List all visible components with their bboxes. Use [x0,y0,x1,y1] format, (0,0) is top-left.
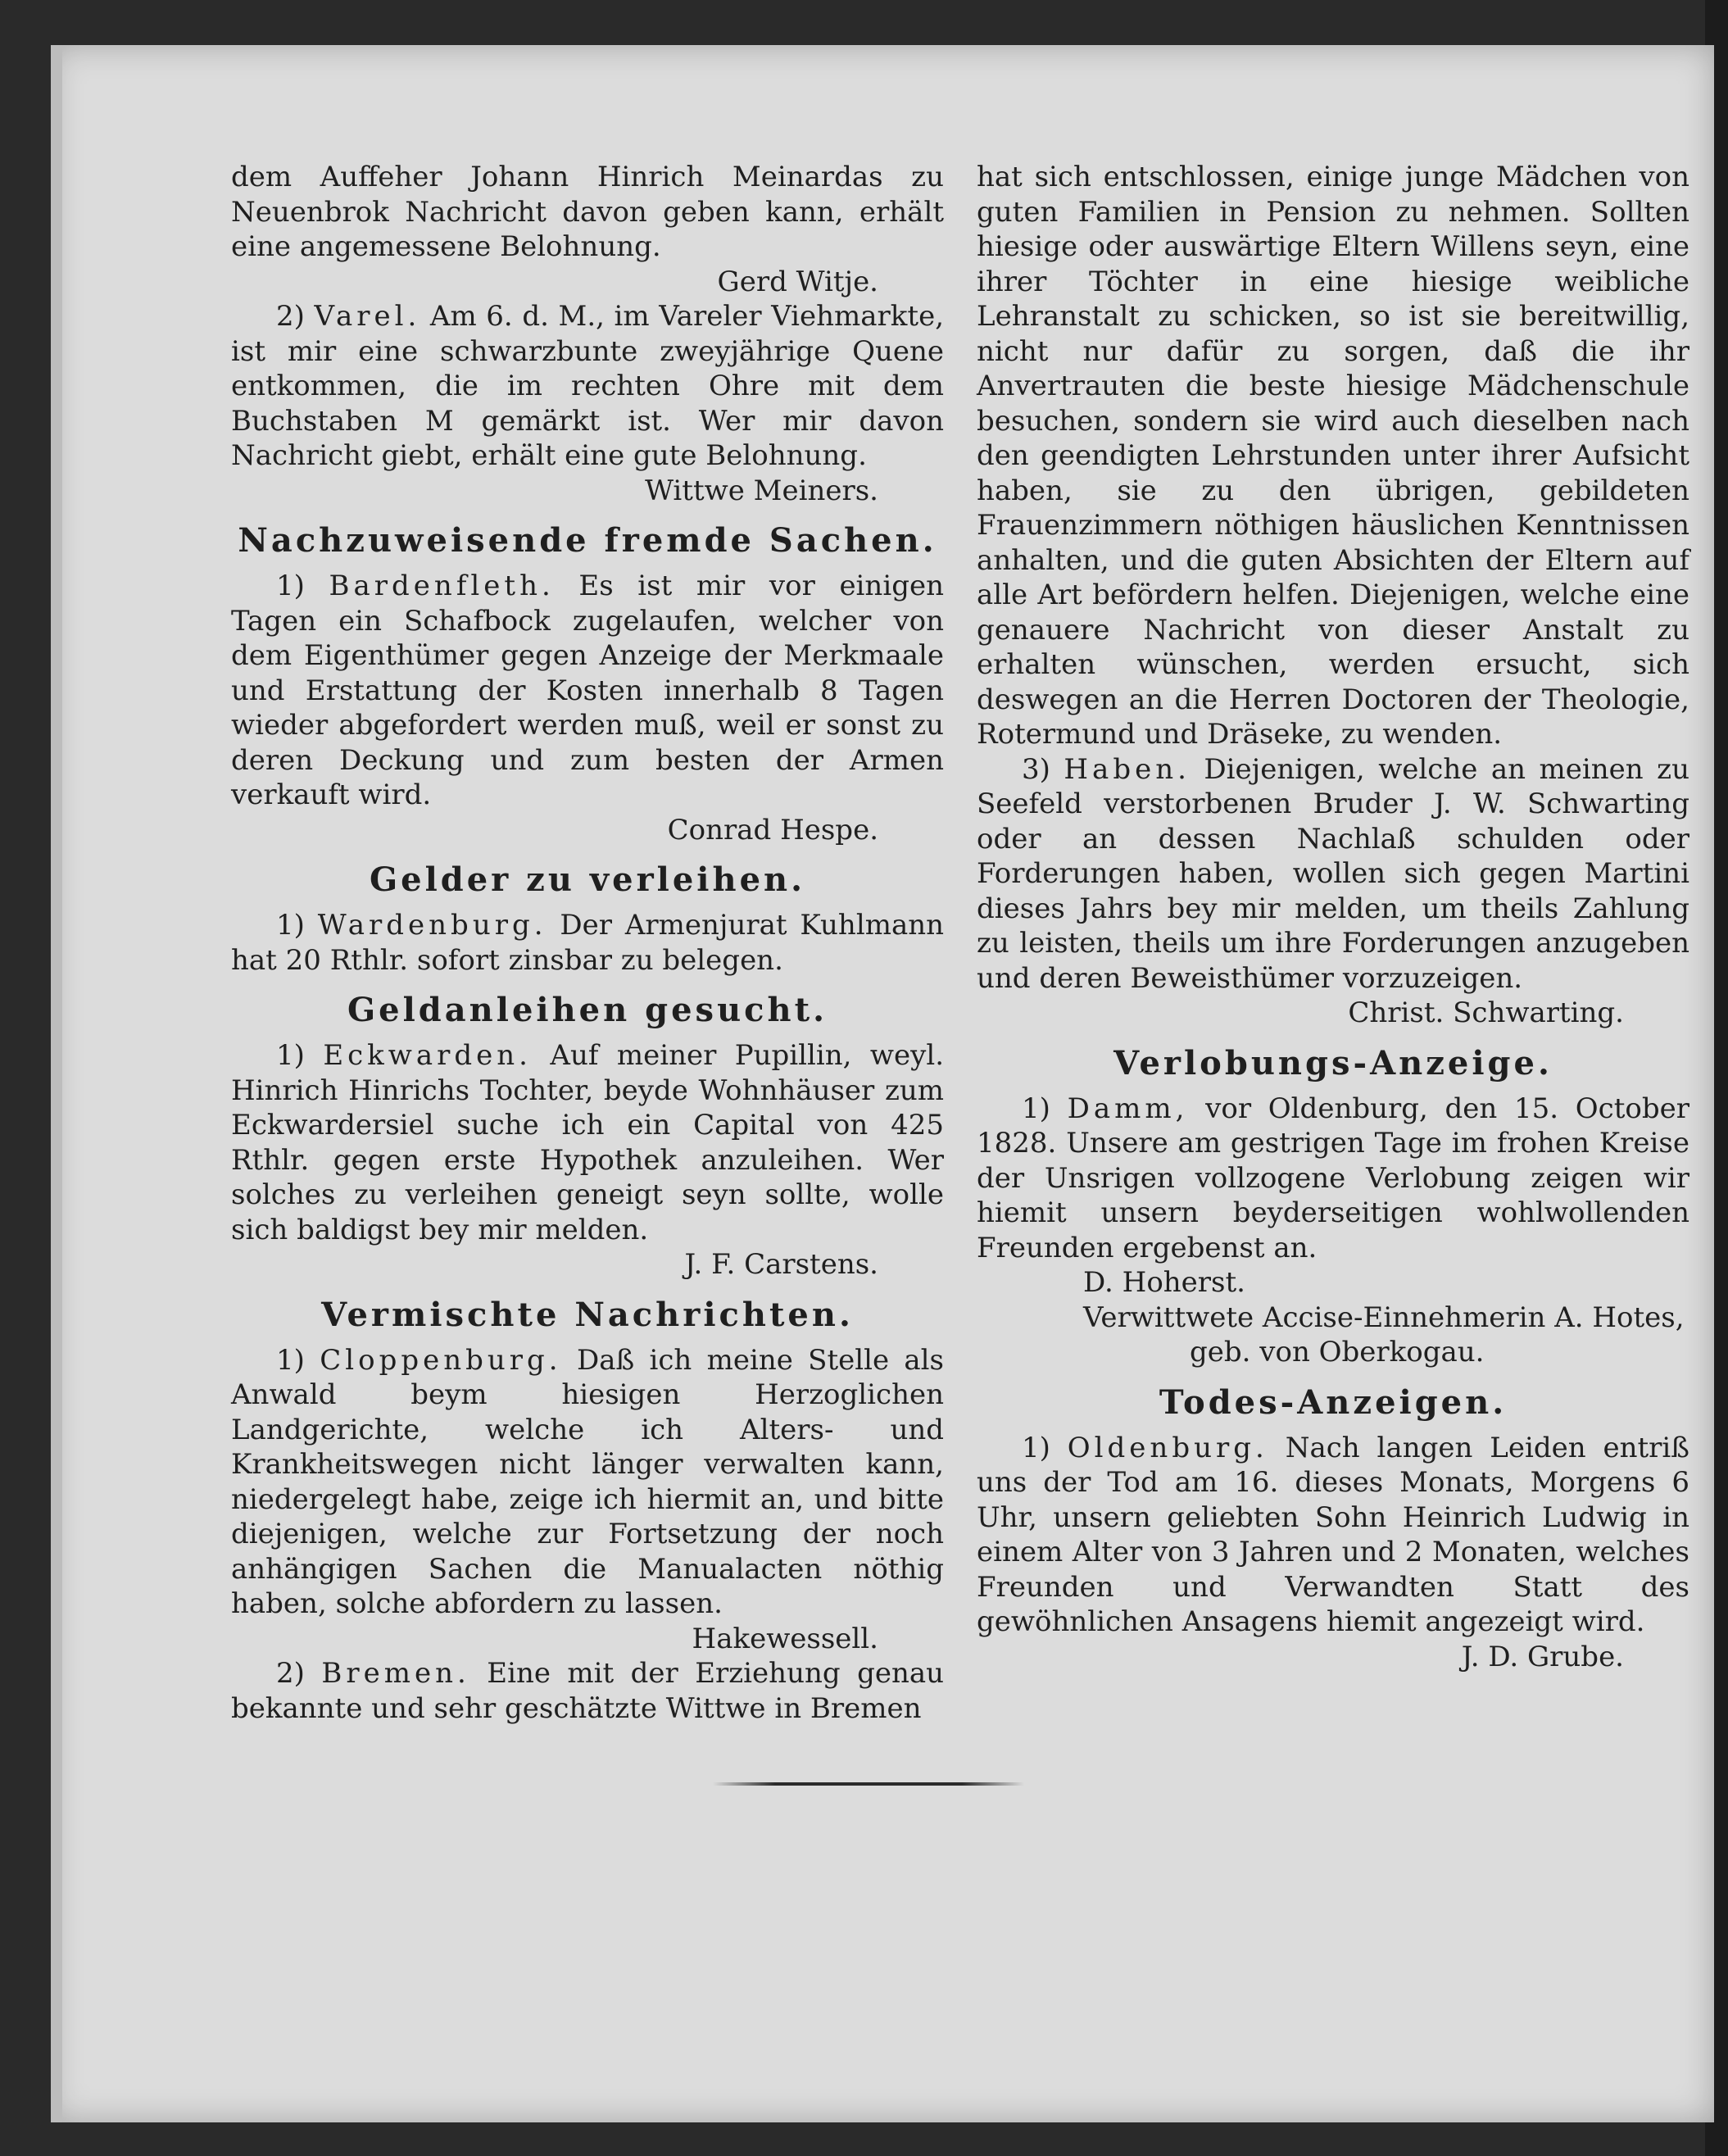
notice-signature: Hakewessell. [692,1622,878,1655]
notice-bremen: 2) Bremen. Eine mit der Erziehung genau bekannte und sehr geschätzte Wittwe in Bremen [231,1657,945,1725]
page-edge [51,45,62,2122]
notice-damm: 1) Damm, vor Oldenburg, den 15. October 1828. Unsere am gestrigen Tage im frohen Kreise der Unsrigen vollzogene Verlobung zeigen wir hiemit unsern beyderseitigen wohlwollenden Freunden ergebenst an. [977,1092,1689,1264]
notice-signature: J. F. Carstens. [684,1248,878,1281]
notice-continued-text: hat sich entschlossen, einige junge Mädchen von guten Familien in Pension zu nehmen. Sollten hiesige oder auswärtige Eltern Willens seyn, eine ihrer Töchter in eine hiesige weibliche Lehranstalt zu schicken, so ist sie bereitwillig, nicht nur dafür zu sorgen, daß die ihr Anvertrauten die beste hiesige Mädchenschule besuchen, sondern sie wird auch dieselben nach den geendigten Lehrstunden unter ihrer Aufsicht haben, sie zu den übrigen, gebildeten Frauenzimmern nöthigen häuslichen Kenntnissen anhalten, und die guten Absichten der Eltern auf alle Art befördern helfen. Diejenigen, welche eine genauere Nachricht von dieser Anstalt zu erhalten wünschen, werden ersucht, sich deswegen an die Herren Doctoren der Theologie, Rotermund und Dräseke, zu wenden. [977,161,1689,751]
notice-signature: Wittwe Meiners. [645,474,878,507]
notice-signature: geb. von Oberkogau. [1190,1336,1485,1368]
section-heading: Verlobungs-Anzeige. [1113,1043,1553,1083]
section-heading: Nachzuweisende fremde Sachen. [238,521,937,560]
section-heading: Geldanleihen gesucht. [347,991,828,1029]
right-column [977,160,1689,1674]
closing-rule [713,1782,1024,1786]
notice-signature: D. Hoherst. [1083,1266,1245,1299]
notice-signature: Conrad Hespe. [667,813,878,847]
notice-continued-text: dem Auffeher Johann Hinrich Meinardas zu Neuenbrok Nachricht davon geben kann, erhält eine angemessene Belohnung. [231,161,944,263]
notice-oldenburg: 1) Oldenburg. Nach langen Leiden entriß uns der Tod am 16. dieses Monats, Morgens 6 Uhr, unsern geliebten Sohn Heinrich Ludwig in einem Alter von 3 Jahren und 2 Monaten, welches Freunden und Verwandten Statt des gewöhnlichen Ansagens hiemit angezeigt wird. [977,1431,1690,1638]
notice-bardenfleth: 1) Bardenfleth. Es ist mir vor einigen Tagen ein Schafbock zugelaufen, welcher von dem Eigenthümer gegen Anzeige der Merkmaale und Erstattung der Kosten innerhalb 8 Tagen wieder abgefordert werden muß, weil er sonst zu deren Deckung und zum besten der Armen verkauft wird. [231,570,944,811]
section-heading: Vermischte Nachrichten. [321,1295,854,1334]
notice-haben: 3) Haben. Diejenigen, welche an meinen zu Seefeld verstorbenen Bruder J. W. Schwarting oder an dessen Nachlaß schulden oder Forderungen haben, wollen sich gegen Martini dieses Jahrs bey mir melden, um theils Zahlung zu leisten, theils um ihre Forderungen anzugeben und deren Beweisthümer vorzuzeigen. [977,752,1689,995]
notice-eckwarden: 1) Eckwarden. Auf meiner Pupillin, weyl. Hinrich Hinrichs Tochter, beyde Wohnhäuser zum Eckwardersiel suche ich ein Capital von 425 Rthlr. gegen erste Hypothek anzuleihen. Wer solches zu verleihen geneigt seyn sollte, wolle sich baldigst bey mir melden. [231,1039,944,1246]
section-heading: Todes-Anzeigen. [1159,1382,1508,1422]
notice-wardenburg: 1) Wardenburg. Der Armenjurat Kuhlmann hat 20 Rthlr. sofort zinsbar zu belegen. [231,909,945,977]
section-heading: Gelder zu verleihen. [369,860,806,899]
notice-varel: 2) Varel. Am 6. d. M., im Vareler Viehmarkte, ist mir eine schwarzbunte zweyjährige Quene entkommen, die im rechten Ohre mit dem Buchstaben M gemärkt ist. Wer mir davon Nachricht giebt, erhält eine gute Belohnung. [231,300,944,472]
notice-signature: Gerd Witje. [717,265,878,298]
left-column [231,160,944,1726]
notice-signature: Verwittwete Accise-Einnehmerin A. Hotes, [1083,1300,1685,1334]
notice-signature: Christ. Schwarting. [1348,996,1624,1029]
notice-signature: J. D. Grube. [1461,1640,1624,1673]
notice-cloppenburg: 1) Cloppenburg. Daß ich meine Stelle als Anwald beym hiesigen Herzoglichen Landgerichte, welche ich Alters- und Krankheitswegen nicht länger verwalten kann, niedergelegt habe, zeige ich hiermit an, und bitte diejenigen, welche zur Fortsetzung der noch anhängigen Sachen die Manualacten nöthig haben, solche abfordern zu lassen. [231,1343,945,1620]
